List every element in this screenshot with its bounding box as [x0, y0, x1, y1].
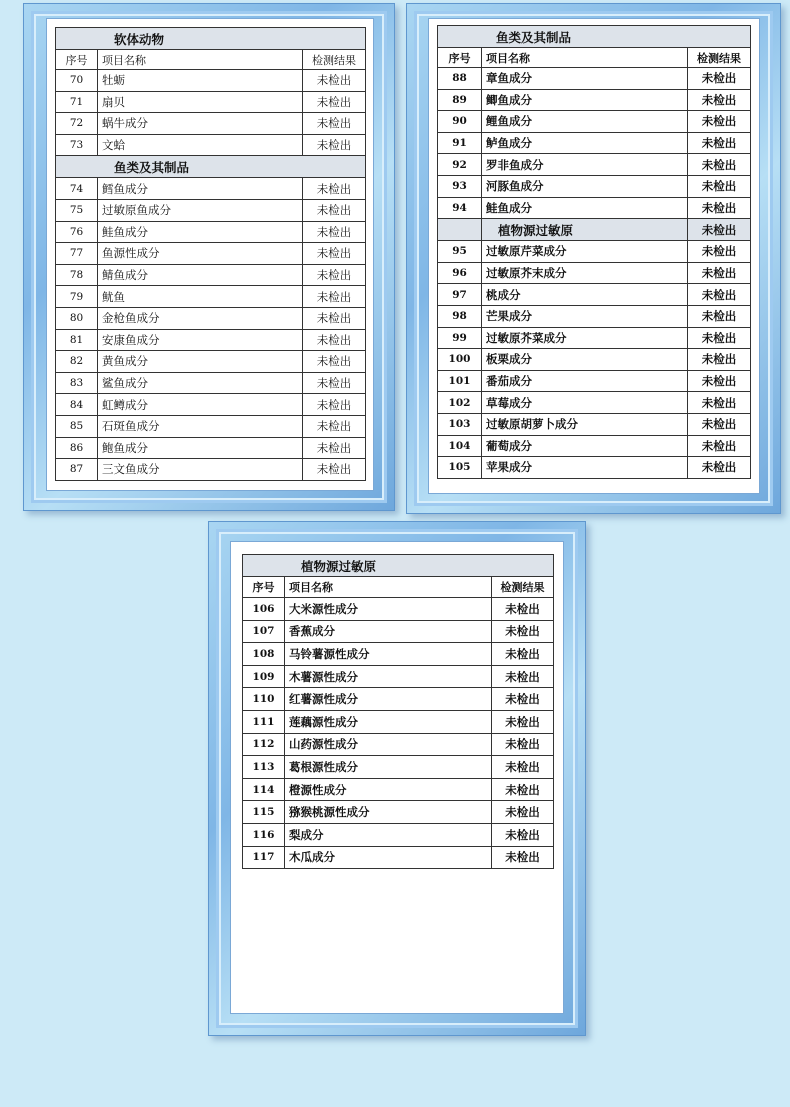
- test-result: 未检出: [492, 598, 554, 621]
- test-result: 未检出: [688, 392, 751, 414]
- row-number: 106: [243, 598, 285, 621]
- test-result: 未检出: [303, 264, 366, 286]
- row-number: 95: [438, 241, 482, 263]
- test-result: 未检出: [303, 286, 366, 308]
- row-number: 113: [243, 756, 285, 779]
- test-result: 未检出: [303, 351, 366, 373]
- item-name: 鱿鱼: [98, 286, 303, 308]
- test-result: 未检出: [492, 643, 554, 666]
- test-result: 未检出: [303, 199, 366, 221]
- item-name: 黄鱼成分: [98, 351, 303, 373]
- row-number: 88: [438, 68, 482, 90]
- item-name: 鲑鱼成分: [98, 221, 303, 243]
- item-name: 鲫鱼成分: [482, 89, 688, 111]
- test-result: 未检出: [492, 665, 554, 688]
- test-result: 未检出: [688, 262, 751, 284]
- section-title: 植物源过敏原: [243, 555, 554, 577]
- row-number: 86: [56, 437, 98, 459]
- row-number: 81: [56, 329, 98, 351]
- table-row: [56, 372, 366, 394]
- header-result: 检测结果: [688, 48, 751, 68]
- row-number: 98: [438, 305, 482, 327]
- row-number: 116: [243, 823, 285, 846]
- row-number: 97: [438, 284, 482, 306]
- test-result: 未检出: [303, 437, 366, 459]
- row-number: 102: [438, 392, 482, 414]
- table-row: [56, 70, 366, 92]
- item-name: 鲍鱼成分: [98, 437, 303, 459]
- table-row: [438, 413, 751, 435]
- item-name: 葛根源性成分: [285, 756, 492, 779]
- row-number: 100: [438, 349, 482, 371]
- test-result: 未检出: [688, 435, 751, 457]
- item-name: 安康鱼成分: [98, 329, 303, 351]
- row-number: 96: [438, 262, 482, 284]
- table-row: [438, 370, 751, 392]
- test-result: 未检出: [688, 327, 751, 349]
- item-name: 香蕉成分: [285, 620, 492, 643]
- item-name: 番茄成分: [482, 370, 688, 392]
- table-row: [56, 113, 366, 135]
- table-row: [243, 778, 554, 801]
- test-result: 未检出: [492, 733, 554, 756]
- test-result: 未检出: [688, 413, 751, 435]
- item-name: 章鱼成分: [482, 68, 688, 90]
- section-title-row: [243, 555, 554, 577]
- test-result: 未检出: [688, 132, 751, 154]
- item-name: 鲈鱼成分: [482, 132, 688, 154]
- test-result: 未检出: [303, 134, 366, 156]
- test-result: 未检出: [303, 243, 366, 265]
- item-name: 虹鳟成分: [98, 394, 303, 416]
- table-row: [438, 154, 751, 176]
- test-result: 未检出: [492, 620, 554, 643]
- table-row: [56, 91, 366, 113]
- table-row: [438, 262, 751, 284]
- item-name: 过敏原芥菜成分: [482, 327, 688, 349]
- item-name: 橙源性成分: [285, 778, 492, 801]
- row-number: 108: [243, 643, 285, 666]
- table-row: [438, 284, 751, 306]
- item-name: 鲤鱼成分: [482, 111, 688, 133]
- column-header-row: [438, 48, 751, 68]
- row-number: 80: [56, 307, 98, 329]
- item-name: 河豚鱼成分: [482, 175, 688, 197]
- row-number: 117: [243, 846, 285, 869]
- item-name: 猕猴桃源性成分: [285, 801, 492, 824]
- table-row: [56, 134, 366, 156]
- item-name: 鲨鱼成分: [98, 372, 303, 394]
- header-no: 序号: [438, 48, 482, 68]
- section-title: 植物源过敏原: [482, 219, 688, 241]
- row-number: 72: [56, 113, 98, 135]
- table-row: [56, 243, 366, 265]
- item-name: 葡萄成分: [482, 435, 688, 457]
- section-spacer-cell: [438, 219, 482, 241]
- table-row: [56, 307, 366, 329]
- row-number: 93: [438, 175, 482, 197]
- test-result: 未检出: [688, 370, 751, 392]
- table-row: [438, 457, 751, 479]
- item-name: 山药源性成分: [285, 733, 492, 756]
- row-number: 78: [56, 264, 98, 286]
- table-row: [243, 846, 554, 869]
- test-result: 未检出: [303, 91, 366, 113]
- table-row: [438, 435, 751, 457]
- row-number: 73: [56, 134, 98, 156]
- table-row: [438, 111, 751, 133]
- table-row: [56, 394, 366, 416]
- table-row: [56, 221, 366, 243]
- table-row: [56, 329, 366, 351]
- test-result: 未检出: [688, 111, 751, 133]
- test-result: 未检出: [688, 197, 751, 219]
- row-number: 83: [56, 372, 98, 394]
- item-name: 过敏原胡萝卜成分: [482, 413, 688, 435]
- test-result: 未检出: [492, 710, 554, 733]
- row-number: 71: [56, 91, 98, 113]
- row-number: 101: [438, 370, 482, 392]
- table-panel-3: [242, 554, 554, 869]
- header-item-name: 项目名称: [285, 577, 492, 598]
- table-row: [243, 823, 554, 846]
- row-number: 85: [56, 415, 98, 437]
- row-number: 107: [243, 620, 285, 643]
- table-panel-1: [55, 27, 366, 481]
- header-item-name: 项目名称: [482, 48, 688, 68]
- table-row: [438, 68, 751, 90]
- test-result: 未检出: [688, 349, 751, 371]
- table-row: [243, 643, 554, 666]
- row-number: 89: [438, 89, 482, 111]
- row-number: 74: [56, 178, 98, 200]
- item-name: 桃成分: [482, 284, 688, 306]
- section-result: 未检出: [688, 219, 751, 241]
- item-name: 蜗牛成分: [98, 113, 303, 135]
- item-name: 芒果成分: [482, 305, 688, 327]
- test-result: 未检出: [303, 394, 366, 416]
- item-name: 苹果成分: [482, 457, 688, 479]
- table-row: [438, 392, 751, 414]
- table-row: [243, 801, 554, 824]
- item-name: 过敏原芥末成分: [482, 262, 688, 284]
- table-row: [56, 286, 366, 308]
- test-result: 未检出: [688, 305, 751, 327]
- row-number: 82: [56, 351, 98, 373]
- table-row: [243, 665, 554, 688]
- row-number: 112: [243, 733, 285, 756]
- row-number: 105: [438, 457, 482, 479]
- item-name: 石斑鱼成分: [98, 415, 303, 437]
- test-result: 未检出: [492, 778, 554, 801]
- test-result: 未检出: [303, 372, 366, 394]
- test-result: 未检出: [303, 221, 366, 243]
- item-name: 牡蛎: [98, 70, 303, 92]
- item-name: 木薯源性成分: [285, 665, 492, 688]
- table-row: [56, 199, 366, 221]
- item-name: 过敏原鱼成分: [98, 199, 303, 221]
- row-number: 84: [56, 394, 98, 416]
- table-row: [438, 349, 751, 371]
- item-name: 罗非鱼成分: [482, 154, 688, 176]
- section-title-row: [438, 219, 751, 241]
- item-name: 扇贝: [98, 91, 303, 113]
- row-number: 103: [438, 413, 482, 435]
- row-number: 79: [56, 286, 98, 308]
- item-name: 红薯源性成分: [285, 688, 492, 711]
- item-name: 梨成分: [285, 823, 492, 846]
- section-title: 软体动物: [56, 28, 366, 50]
- row-number: 110: [243, 688, 285, 711]
- table-row: [56, 459, 366, 481]
- item-name: 鱼源性成分: [98, 243, 303, 265]
- test-result: 未检出: [303, 415, 366, 437]
- table-row: [438, 305, 751, 327]
- test-result: 未检出: [492, 756, 554, 779]
- row-number: 92: [438, 154, 482, 176]
- table-row: [243, 710, 554, 733]
- section-title: 鱼类及其制品: [438, 26, 751, 48]
- header-item-name: 项目名称: [98, 50, 303, 70]
- item-name: 马铃薯源性成分: [285, 643, 492, 666]
- table-row: [243, 733, 554, 756]
- test-result: 未检出: [492, 823, 554, 846]
- table-row: [438, 197, 751, 219]
- row-number: 91: [438, 132, 482, 154]
- item-name: 金枪鱼成分: [98, 307, 303, 329]
- test-result: 未检出: [303, 178, 366, 200]
- item-name: 板栗成分: [482, 349, 688, 371]
- test-result: 未检出: [303, 307, 366, 329]
- table-row: [56, 415, 366, 437]
- row-number: 87: [56, 459, 98, 481]
- table-row: [56, 264, 366, 286]
- row-number: 77: [56, 243, 98, 265]
- test-result: 未检出: [492, 801, 554, 824]
- table-row: [438, 327, 751, 349]
- row-number: 114: [243, 778, 285, 801]
- test-result: 未检出: [688, 457, 751, 479]
- item-name: 草莓成分: [482, 392, 688, 414]
- row-number: 90: [438, 111, 482, 133]
- header-no: 序号: [56, 50, 98, 70]
- item-name: 莲藕源性成分: [285, 710, 492, 733]
- item-name: 三文鱼成分: [98, 459, 303, 481]
- item-name: 鲭鱼成分: [98, 264, 303, 286]
- table-row: [243, 756, 554, 779]
- test-result: 未检出: [492, 846, 554, 869]
- row-number: 115: [243, 801, 285, 824]
- section-title-row: [438, 26, 751, 48]
- header-no: 序号: [243, 577, 285, 598]
- column-header-row: [56, 50, 366, 70]
- table-row: [243, 688, 554, 711]
- table-row: [438, 132, 751, 154]
- test-result: 未检出: [688, 154, 751, 176]
- item-name: 鳕鱼成分: [98, 178, 303, 200]
- test-result: 未检出: [303, 113, 366, 135]
- table-row: [438, 89, 751, 111]
- table-panel-2: [437, 25, 751, 479]
- row-number: 111: [243, 710, 285, 733]
- test-result: 未检出: [303, 329, 366, 351]
- item-name: 鲑鱼成分: [482, 197, 688, 219]
- table-row: [56, 351, 366, 373]
- table-row: [56, 437, 366, 459]
- table-row: [243, 620, 554, 643]
- test-result: 未检出: [688, 89, 751, 111]
- section-title-row: [56, 28, 366, 50]
- test-result: 未检出: [688, 284, 751, 306]
- row-number: 99: [438, 327, 482, 349]
- row-number: 104: [438, 435, 482, 457]
- table-row: [243, 598, 554, 621]
- item-name: 文蛤: [98, 134, 303, 156]
- section-title-row: [56, 156, 366, 178]
- table-row: [56, 178, 366, 200]
- row-number: 109: [243, 665, 285, 688]
- row-number: 94: [438, 197, 482, 219]
- test-result: 未检出: [688, 175, 751, 197]
- section-title: 鱼类及其制品: [56, 156, 366, 178]
- item-name: 过敏原芹菜成分: [482, 241, 688, 263]
- header-result: 检测结果: [492, 577, 554, 598]
- test-result: 未检出: [303, 70, 366, 92]
- table-row: [438, 241, 751, 263]
- row-number: 75: [56, 199, 98, 221]
- test-result: 未检出: [303, 459, 366, 481]
- row-number: 70: [56, 70, 98, 92]
- row-number: 76: [56, 221, 98, 243]
- item-name: 大米源性成分: [285, 598, 492, 621]
- table-row: [438, 175, 751, 197]
- test-result: 未检出: [492, 688, 554, 711]
- column-header-row: [243, 577, 554, 598]
- test-result: 未检出: [688, 68, 751, 90]
- item-name: 木瓜成分: [285, 846, 492, 869]
- test-result: 未检出: [688, 241, 751, 263]
- header-result: 检测结果: [303, 50, 366, 70]
